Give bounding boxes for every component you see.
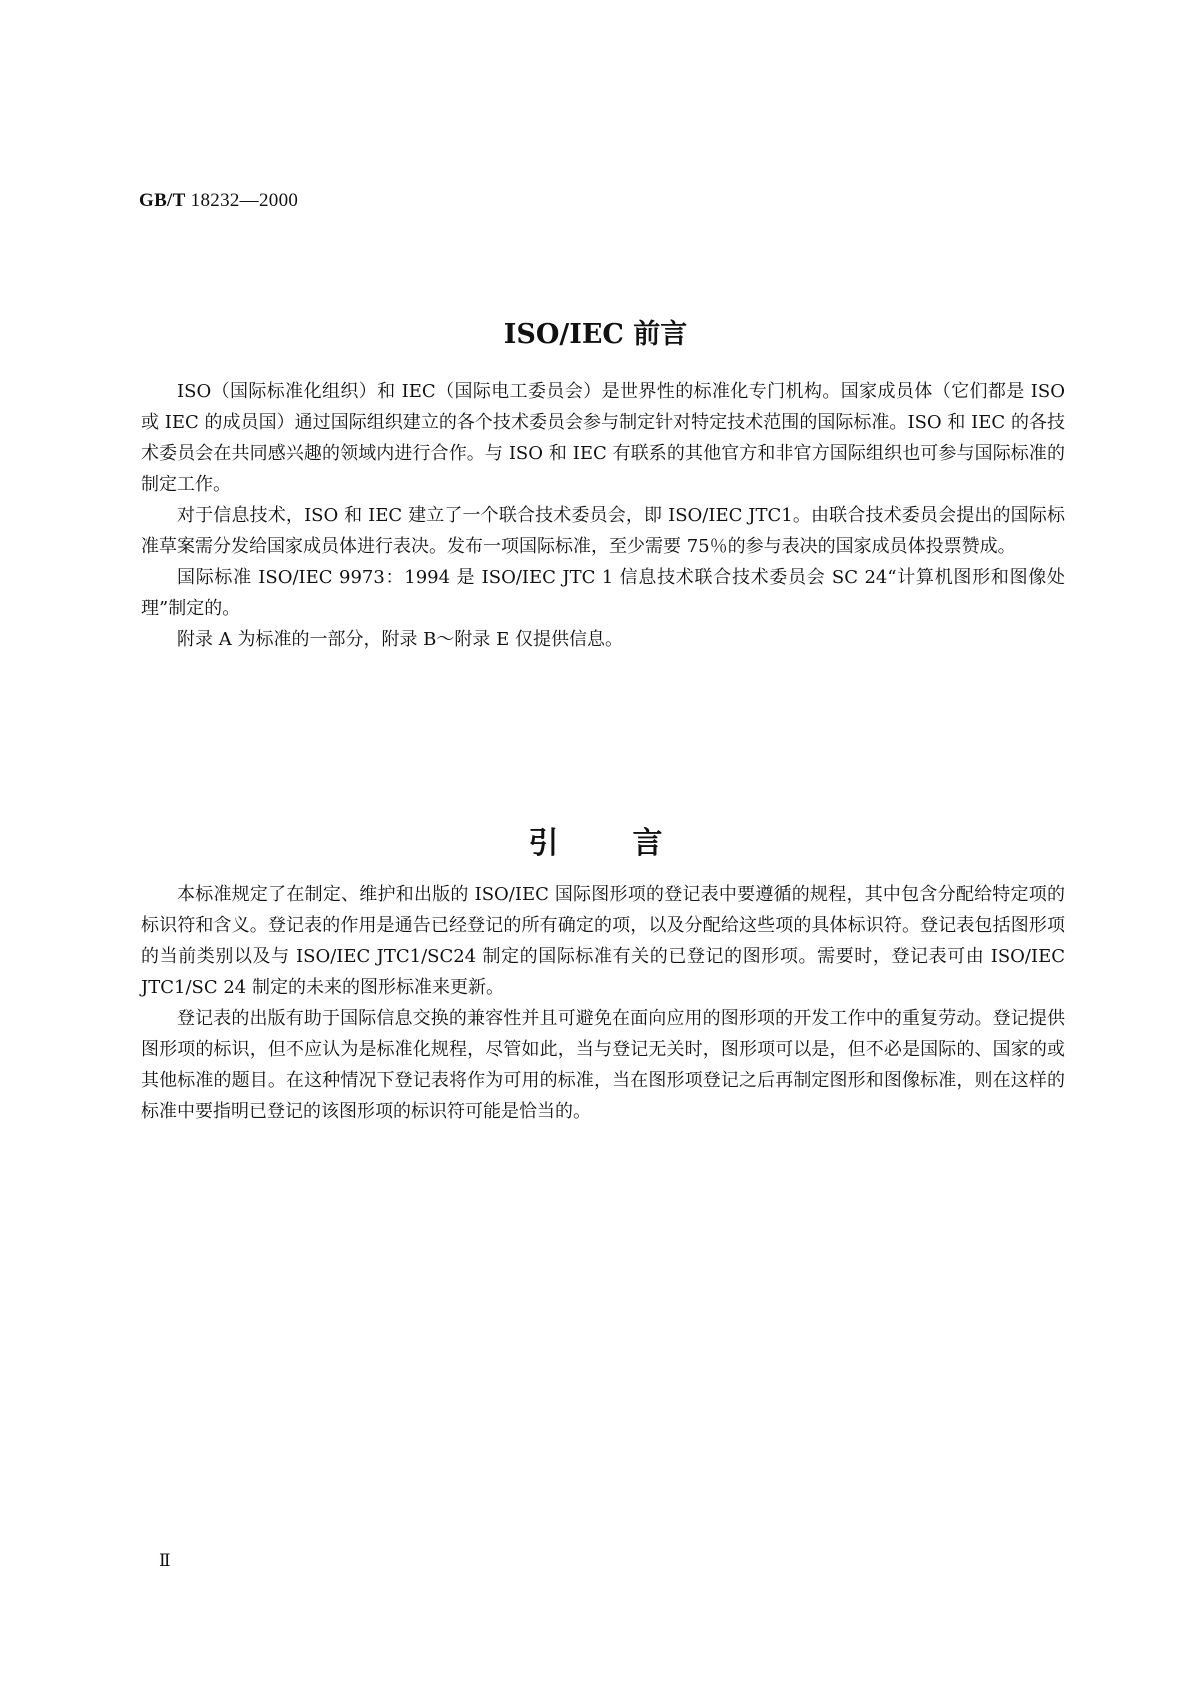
page-number: Ⅱ (159, 1551, 171, 1570)
introduction-paragraph-2: 登记表的出版有助于国际信息交换的兼容性并且可避免在面向应用的图形项的开发工作中的重复劳动。登记提供图形项的标识，但不应认为是标准化规程，尽管如此，当与登记无关时，图形项可以是，但不必是国际的、国家的或其他标准的题目。在这种情况下登记表将作为可用的标准，当在图形项登记之后再制定图形和图像标准，则在这样的标准中要指明已登记的该图形项的标识符可能是恰当的。 (141, 1008, 1065, 1122)
introduction-body (141, 879, 1065, 1127)
foreword-body (141, 376, 1065, 655)
introduction-title: 引言 (528, 826, 737, 861)
introduction-paragraph-1: 本标准规定了在制定、维护和出版的 ISO/IEC 国际图形项的登记表中要遵循的规程，其中包含分配给特定项的标识符和含义。登记表的作用是通告已经登记的所有确定的项，以及分配给这些项的具体标识符。登记表包括图形项的当前类别以及与 ISO/IEC JTC1/SC24 制定的国际标准有关的已登记的图形项。需要时，登记表可由 ISO/IEC JTC1/SC 24 制定的未来的图形标准来更新。 (141, 884, 1065, 998)
foreword-paragraph-4: 附录 A 为标准的一部分，附录 B～附录 E 仅提供信息。 (177, 629, 623, 650)
foreword-paragraph-3: 国际标准 ISO/IEC 9973：1994 是 ISO/IEC JTC 1 信息技术联合技术委员会 SC 24“计算机图形和图像处理”制定的。 (141, 567, 1065, 619)
foreword-paragraph-1: ISO（国际标准化组织）和 IEC（国际电工委员会）是世界性的标准化专门机构。国家成员体（它们都是 ISO 或 IEC 的成员国）通过国际组织建立的各个技术委员会参与制定针对特定技术范围的国际标准。ISO 和 IEC 的各技术委员会在共同感兴趣的领域内进行合作。与 ISO 和 IEC 有联系的其他官方和非官方国际组织也可参与国际标准的制定工作。 (141, 381, 1065, 495)
foreword-paragraph-2: 对于信息技术，ISO 和 IEC 建立了一个联合技术委员会，即 ISO/IEC JTC1。由联合技术委员会提出的国际标准草案需分发给国家成员体进行表决。发布一项国际标准，至少需要 75％的参与表决的国家成员体投票赞成。 (141, 505, 1065, 557)
standard-number: 18232—2000 (190, 190, 299, 211)
standard-number-header (139, 190, 298, 212)
standard-code: GB/T (139, 190, 186, 211)
foreword-title: ISO/IEC 前言 (503, 319, 688, 350)
